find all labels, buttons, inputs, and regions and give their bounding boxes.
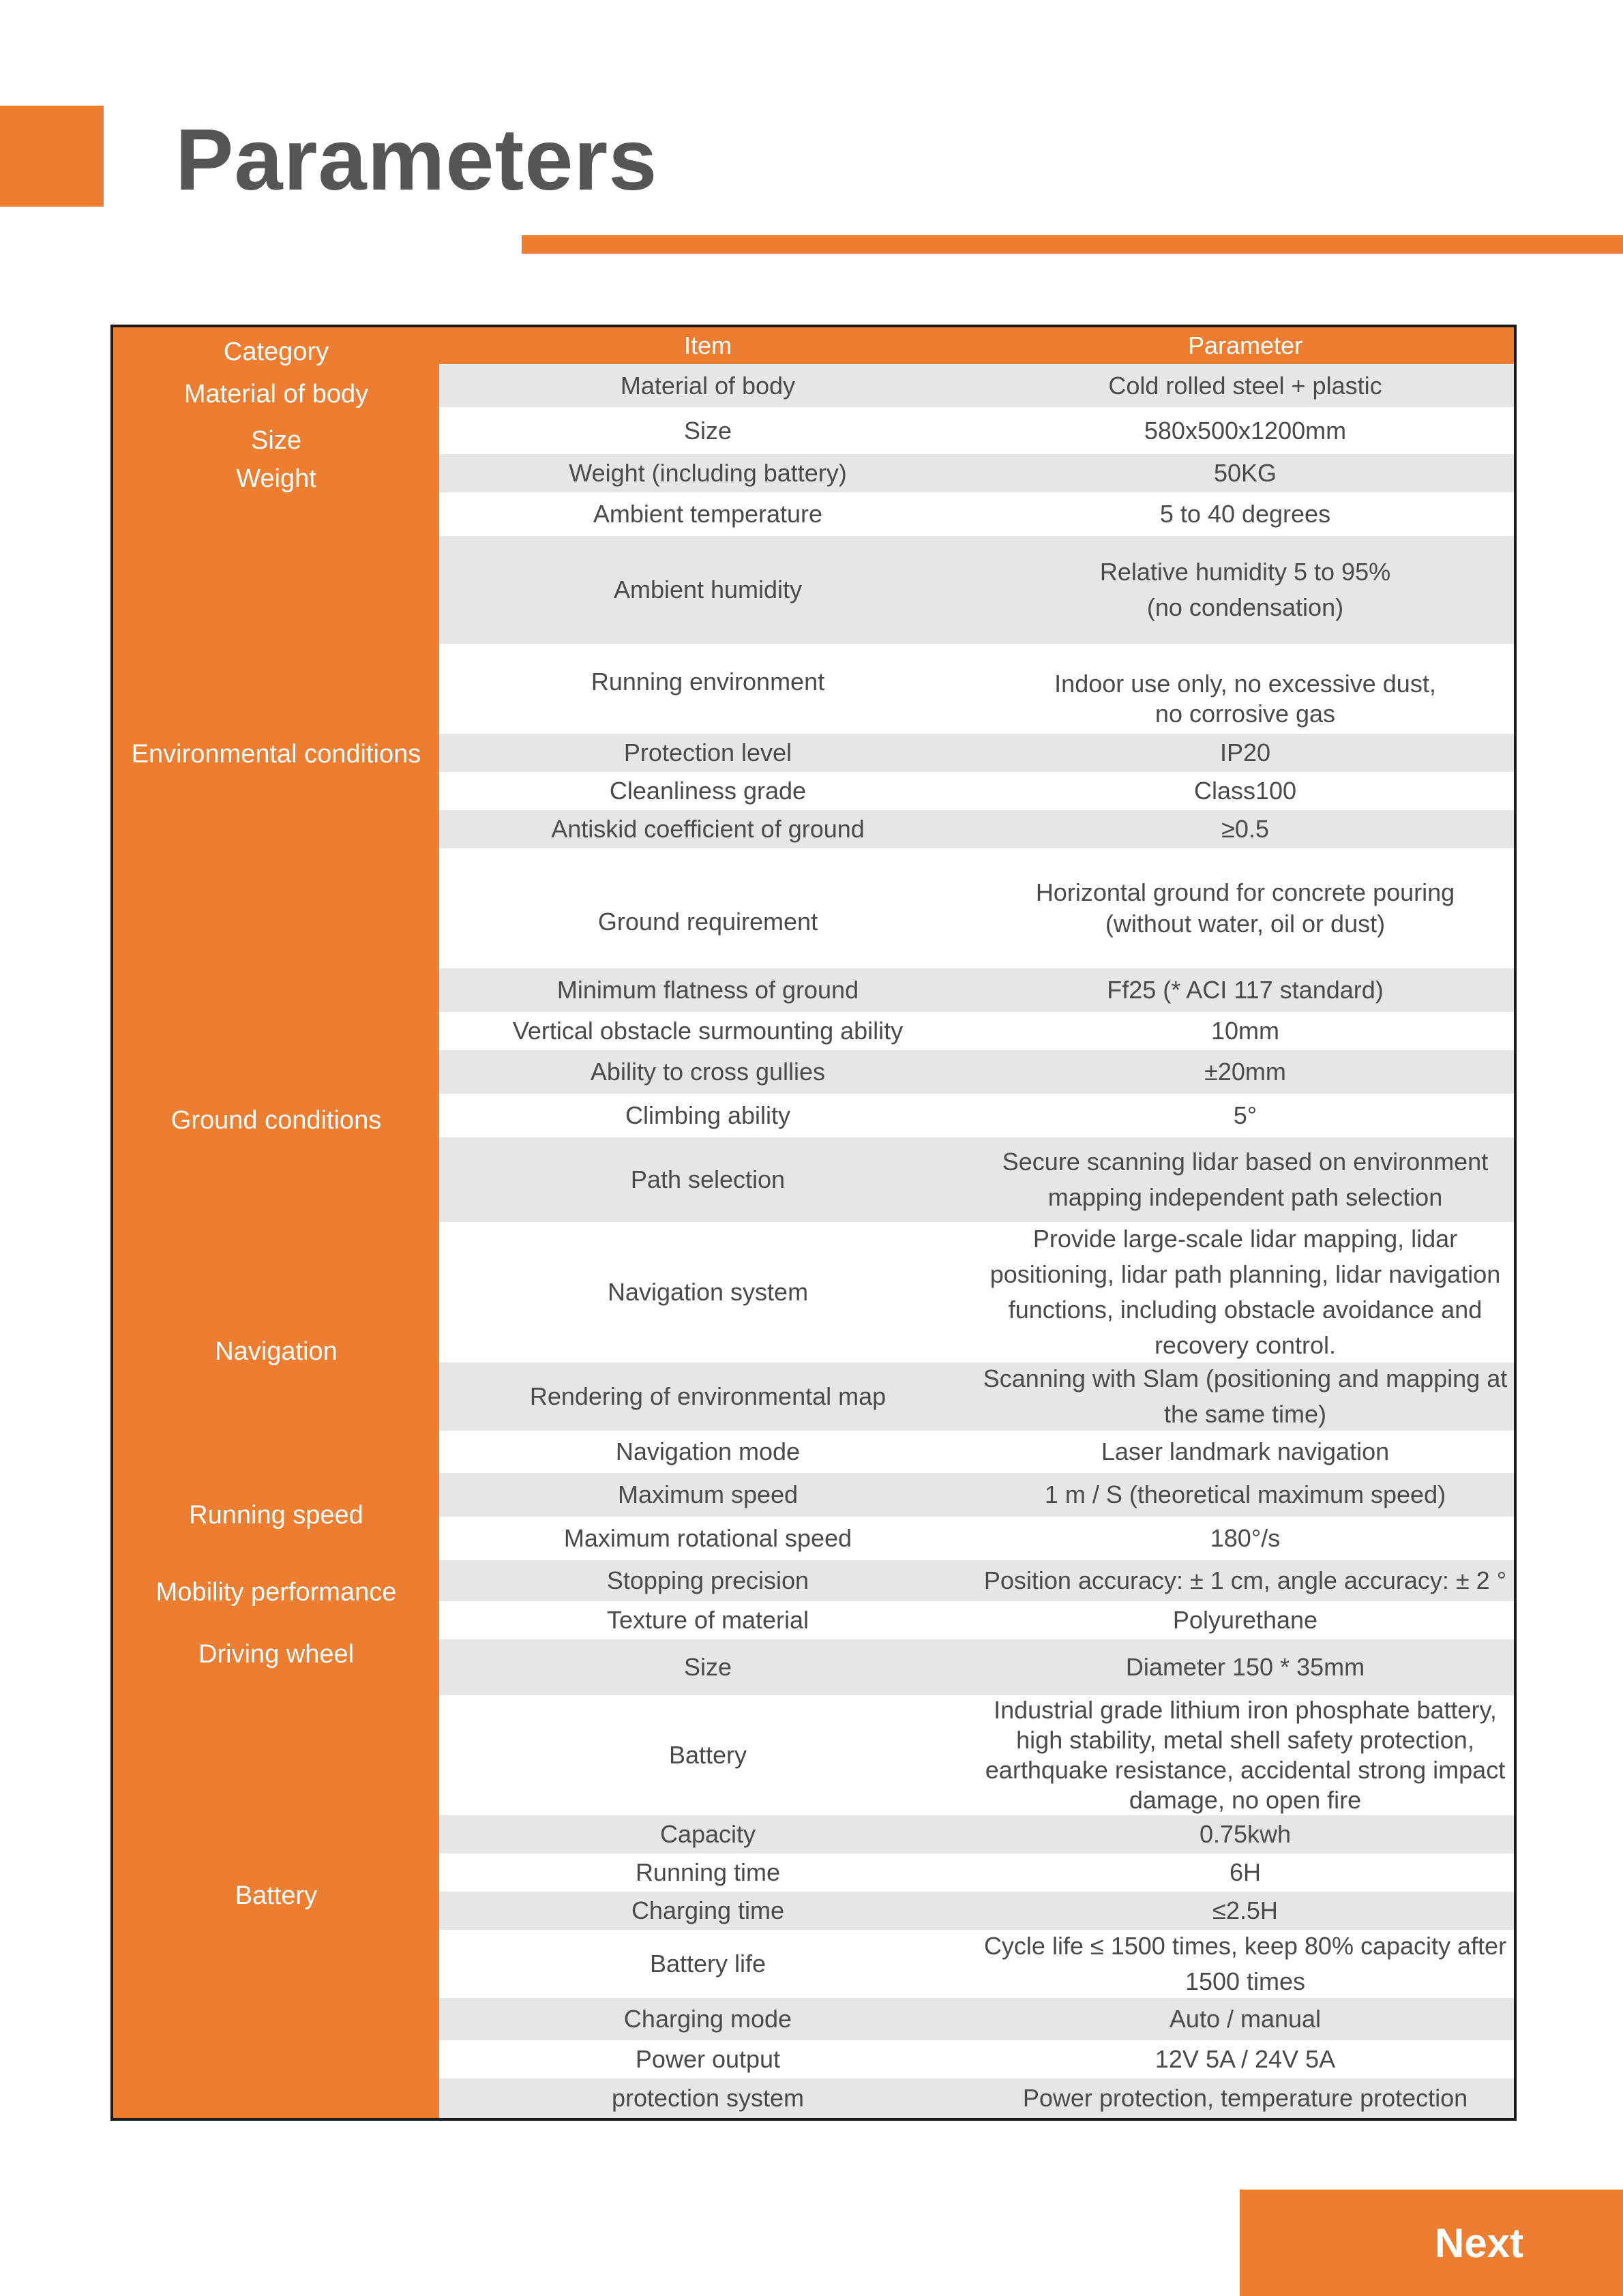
item-cell: protection system — [611, 2084, 805, 2112]
item-cell: Protection level — [623, 739, 792, 766]
category-label: Size — [251, 426, 301, 455]
item-cell: Running time — [635, 1858, 781, 1886]
category-label: Running speed — [189, 1501, 363, 1530]
table-row — [439, 1853, 1514, 1892]
parameter-cell: 6H — [1229, 1858, 1262, 1886]
parameters-table — [110, 325, 1517, 2121]
item-cell: Power output — [635, 2045, 781, 2073]
table-row — [439, 1560, 1514, 1601]
table-row — [439, 1222, 1514, 1362]
parameter-cell: Class100 — [1193, 777, 1297, 805]
item-cell: Battery life — [649, 1950, 766, 1978]
parameter-cell: Cold rolled steel + plastic — [1108, 371, 1382, 400]
parameter-cell: Auto / manual — [1169, 2005, 1322, 2033]
item-cell: Battery — [668, 1741, 747, 1769]
item-cell: Path selection — [630, 1165, 786, 1193]
category-label: Navigation — [215, 1337, 338, 1366]
item-cell: Running environment — [591, 668, 825, 696]
parameter-cell: ±20mm — [1204, 1058, 1286, 1086]
item-cell: Size — [683, 416, 732, 445]
parameter-cell: ≥0.5 — [1221, 815, 1269, 843]
parameter-cell: Diameter 150 * 35mm — [1125, 1653, 1365, 1681]
category-label: Weight — [236, 464, 316, 493]
item-cell: Navigation mode — [615, 1437, 801, 1465]
table-row — [439, 772, 1514, 810]
table-row — [439, 1094, 1514, 1137]
category-label: Material of body — [183, 380, 369, 408]
table-row — [439, 1050, 1514, 1094]
decorative-orange-bar — [522, 235, 1623, 254]
item-cell: Ambient temperature — [593, 500, 823, 528]
parameter-cell: Horizontal ground for concrete pouring (without water, oil or dust) — [1035, 878, 1455, 938]
table-row — [439, 364, 1514, 407]
table-row — [439, 848, 1514, 968]
parameter-cell: 0.75kwh — [1199, 1820, 1292, 1848]
item-cell: Climbing ability — [625, 1101, 791, 1129]
table-row — [439, 1695, 1514, 1815]
page-title: Parameters — [175, 111, 658, 209]
category-label: Environmental conditions — [131, 740, 421, 769]
table-row — [439, 1137, 1514, 1222]
table-row — [439, 2078, 1514, 2118]
table-header-row — [439, 327, 1514, 364]
parameter-cell: 180°/s — [1210, 1524, 1281, 1552]
table-row — [439, 1431, 1514, 1473]
table-row — [439, 536, 1514, 644]
category-label: Ground conditions — [170, 1106, 382, 1135]
parameter-cell: Position accuracy: ± 1 cm, angle accuracy: ± 2 ° — [983, 1566, 1507, 1594]
item-cell: Navigation system — [607, 1278, 809, 1306]
table-row — [439, 407, 1514, 454]
parameter-cell: Relative humidity 5 to 95% (no condensation) — [1099, 558, 1391, 621]
item-cell: Capacity — [659, 1820, 756, 1848]
item-cell: Cleanliness grade — [609, 777, 807, 805]
parameter-cell: Indoor use only, no excessive dust, no corrosive gas — [1054, 670, 1436, 728]
item-cell: Size — [683, 1653, 732, 1681]
category-header: Category — [223, 338, 329, 366]
item-cell: Maximum speed — [617, 1480, 799, 1508]
parameter-cell: Ff25 (* ACI 117 standard) — [1107, 976, 1384, 1004]
table-row — [439, 810, 1514, 848]
table-row — [439, 1815, 1514, 1853]
parameter-cell: ≤2.5H — [1212, 1896, 1278, 1924]
parameter-cell: Laser landmark navigation — [1101, 1437, 1390, 1465]
table-row — [439, 1930, 1514, 1998]
table-row — [439, 968, 1514, 1012]
table-row — [439, 1892, 1514, 1930]
table-row — [439, 644, 1514, 734]
parameter-cell: 5° — [1233, 1101, 1257, 1129]
item-cell: Texture of material — [606, 1606, 809, 1634]
parameter-cell: 12V 5A / 24V 5A — [1155, 2045, 1336, 2073]
parameter-cell: 1 m / S (theoretical maximum speed) — [1044, 1480, 1446, 1508]
item-cell: Antiskid coefficient of ground — [551, 815, 865, 843]
category-label: Mobility performance — [155, 1578, 397, 1607]
table-row — [439, 1362, 1514, 1431]
next-button[interactable]: Next — [1240, 2190, 1623, 2296]
table-row — [439, 1473, 1514, 1517]
item-cell: Rendering of environmental map — [529, 1382, 887, 1410]
table-row — [439, 492, 1514, 536]
table-row — [439, 1012, 1514, 1050]
table-row — [439, 2040, 1514, 2078]
table-row — [439, 1601, 1514, 1639]
item-cell: Ambient humidity — [613, 576, 803, 603]
parameter-cell: 580x500x1200mm — [1144, 416, 1347, 445]
item-cell: Charging time — [631, 1896, 785, 1924]
item-cell: Vertical obstacle surmounting ability — [512, 1017, 904, 1045]
item-header: Item — [683, 331, 732, 359]
item-cell: Maximum rotational speed — [563, 1524, 852, 1552]
table-row — [439, 1517, 1514, 1560]
item-cell: Charging mode — [623, 2005, 792, 2033]
category-label: Driving wheel — [198, 1640, 355, 1669]
parameter-cell: 50KG — [1213, 459, 1277, 487]
parameter-cell: Cycle life ≤ 1500 times, keep 80% capacity after 1500 times — [983, 1932, 1507, 1995]
item-cell: Stopping precision — [606, 1566, 809, 1594]
parameter-cell: Scanning with Slam (positioning and mapping at the same time) — [983, 1365, 1508, 1428]
parameter-cell: Power protection, temperature protection — [1022, 2084, 1468, 2112]
parameter-cell: Secure scanning lidar based on environment mapping independent path selection — [1002, 1148, 1489, 1211]
category-column — [113, 327, 439, 2118]
category-label: Battery — [235, 1881, 318, 1910]
decorative-orange-square — [0, 106, 104, 207]
item-cell: Weight (including battery) — [569, 459, 847, 487]
parameter-cell: 5 to 40 degrees — [1159, 500, 1331, 528]
parameter-cell: Polyurethane — [1172, 1606, 1318, 1634]
table-row — [439, 454, 1514, 492]
table-row — [439, 1639, 1514, 1695]
parameter-cell: Provide large-scale lidar mapping, lidar positioning, lidar path planning, lidar navigation functions, including obstacle avoidance and recovery control. — [989, 1225, 1501, 1359]
parameter-cell: Industrial grade lithium iron phosphate battery, high stability, metal shell safety protection, earthquake resistance, accidental strong impact damage, no open fire — [985, 1696, 1506, 1814]
table-row — [439, 1998, 1514, 2040]
item-cell: Material of body — [620, 371, 796, 400]
item-cell: Ground requirement — [597, 908, 818, 936]
table-row — [439, 734, 1514, 772]
parameter-cell: IP20 — [1219, 739, 1271, 766]
item-cell: Ability to cross gullies — [590, 1058, 826, 1086]
parameter-header: Parameter — [1187, 331, 1303, 359]
parameter-cell: 10mm — [1210, 1017, 1280, 1045]
item-cell: Minimum flatness of ground — [556, 976, 859, 1004]
